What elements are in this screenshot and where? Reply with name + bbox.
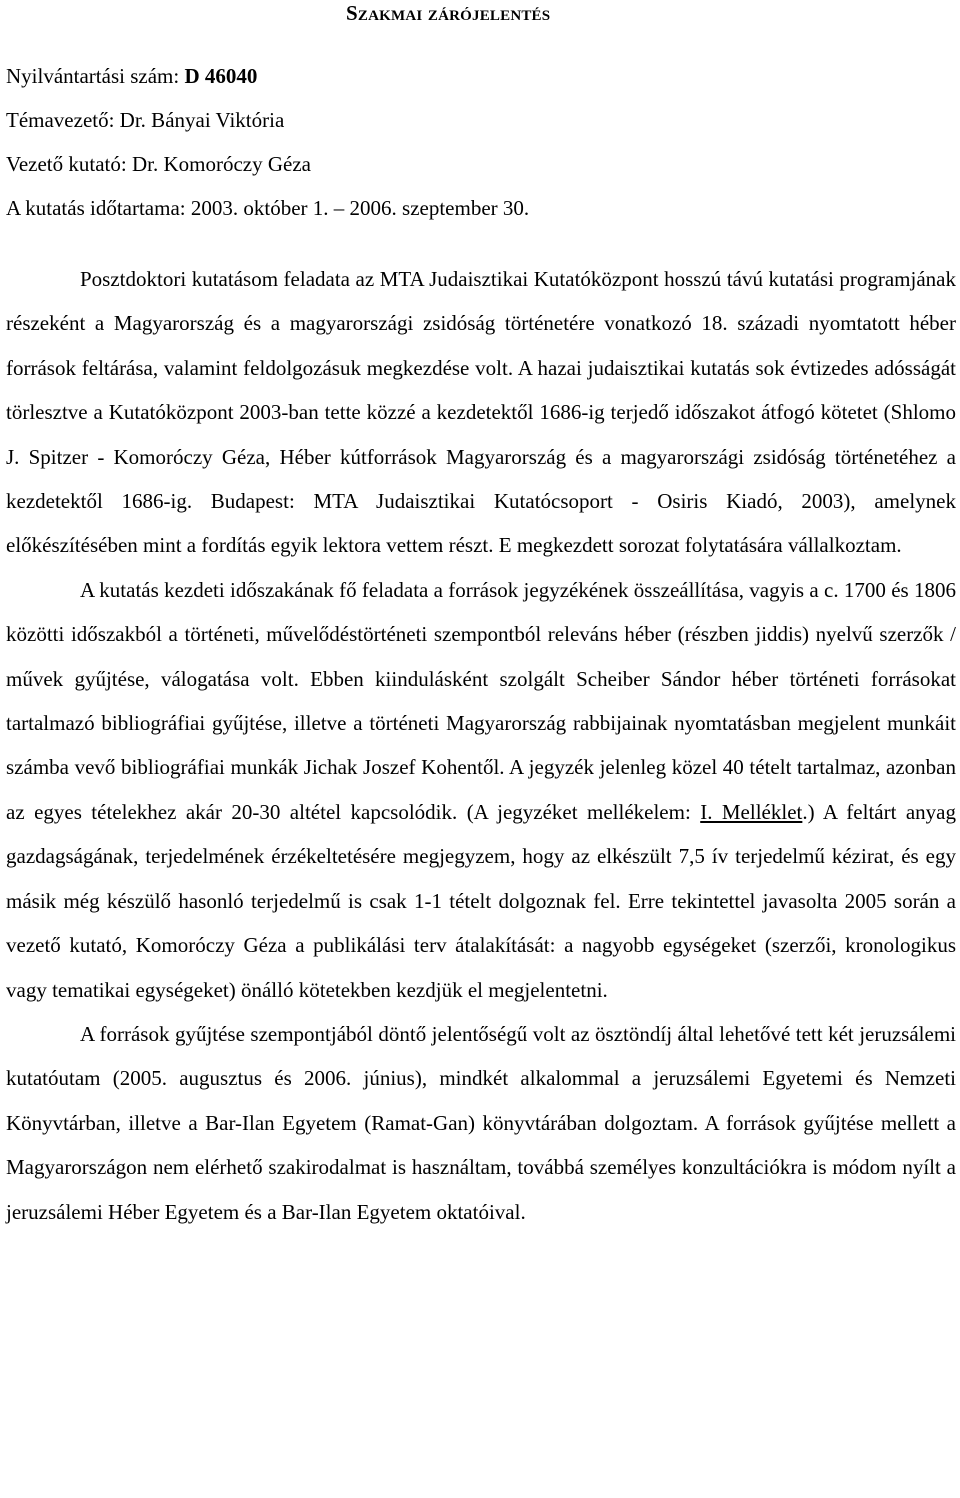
appendix-link[interactable]: I. Melléklet	[700, 799, 803, 824]
lead-researcher-line: Vezető kutató: Dr. Komoróczy Géza	[6, 152, 311, 176]
paragraph-2-text-b: .) A feltárt anyag gazdagságának, terjedelmének érzékeltetésére megjegyzem, hogy az elkészült 7,5 ív terjedelmű kézirat, és egy másik még készülő hasonló terjedelmű is csak 1-1 tételt dolgoznak fel. Erre tekintettel javasolta 2005 során a vezető kutató, Komoróczy Géza a publikálási terv átalakítását: a nagyobb egységeket (szerzői, kronologikus vagy tematikai egységeket) önálló kötetekben kezdjük el megjelentetni.	[6, 799, 956, 1002]
registration-label: Nyilvántartási szám:	[6, 64, 185, 88]
report-body	[6, 257, 956, 1234]
report-metadata	[6, 54, 529, 230]
paragraph-1-text-b: . Budapest: MTA Judaisztikai Kutatócsoport - Osiris Kiadó, 2003), amelynek előkészítésében mint a fordítás egyik lektora vettem részt. E megkezdett sorozat folytatására vállalkoztam.	[6, 489, 956, 558]
paragraph-1-text-a: Posztdoktori kutatásom feladata az MTA Judaisztikai Kutatóközpont hosszú távú kutatási programjának részeként a Magyarország és a magyarországi zsidóság történetére vonatkozó 18. századi nyomtatott héber források feltárása, valamint feldolgozásuk megkezdése volt. A hazai judaisztikai kutatás sok évtizedes adósságát törlesztve a Kutatóközpont 2003-ban tette közzé a kezdetektől 1686-ig terjedő időszakot átfogó kötetet (Shlomo J. Spitzer - Komoróczy Géza,	[6, 267, 956, 469]
duration-line: A kutatás időtartama: 2003. október 1. – 2006. szeptember 30.	[6, 196, 530, 220]
supervisor-line: Témavezető: Dr. Bányai Viktória	[6, 108, 285, 132]
paragraph-2-text-a: A kutatás kezdeti időszakának fő feladata a források jegyzékének összeállítása, vagyis a c. 1700 és 1806 közötti időszakból a történeti, művelődéstörténeti szempontból releváns héber (részben jiddis) nyelvű szerzők / művek gyűjtése, válogatása volt. Ebben kiindulásként szolgált Scheiber Sándor héber történeti forrásokat tartalmazó bibliográfiai gyűjtése, illetve a történeti Magyarország rabbijainak nyomtatásban megjelent munkáit számba vevő bibliográfiai munkák Jichak Joszef Kohentől. A jegyzék jelenleg közel 40 tételt tartalmaz, azonban az egyes tételekhez akár 20-30 altétel kapcsolódik. (A jegyzéket mellékelem:	[6, 577, 956, 824]
paragraph-2	[6, 568, 956, 1012]
paragraph-1	[6, 257, 956, 568]
registration-number	[6, 54, 529, 98]
registration-value: D 46040	[184, 64, 258, 88]
paragraph-3: A források gyűjtése szempontjából döntő jelentőségű volt az ösztöndíj által lehetővé tett két jeruzsálemi kutatóutam (2005. augusztus és 2006. június), mindkét alkalommal a jeruzsálemi Egyetemi és Nemzeti Könyvtárban, illetve a Bar-Ilan Egyetem (Ramat-Gan) könyvtárában dolgoztam. A források gyűjtése mellett a Magyarországon nem elérhető szakirodalmat is használtam, továbbá személyes konzultációkra is módom nyílt a jeruzsálemi Héber Egyetem és a Bar-Ilan Egyetem oktatóival.	[6, 1021, 956, 1224]
document-title: Szakmai zárójelentés	[346, 1, 551, 25]
book-title: Héber kútforrások Magyarország és a magyarországi zsidóság történetéhez a kezdetektől 1686-ig	[6, 444, 956, 514]
